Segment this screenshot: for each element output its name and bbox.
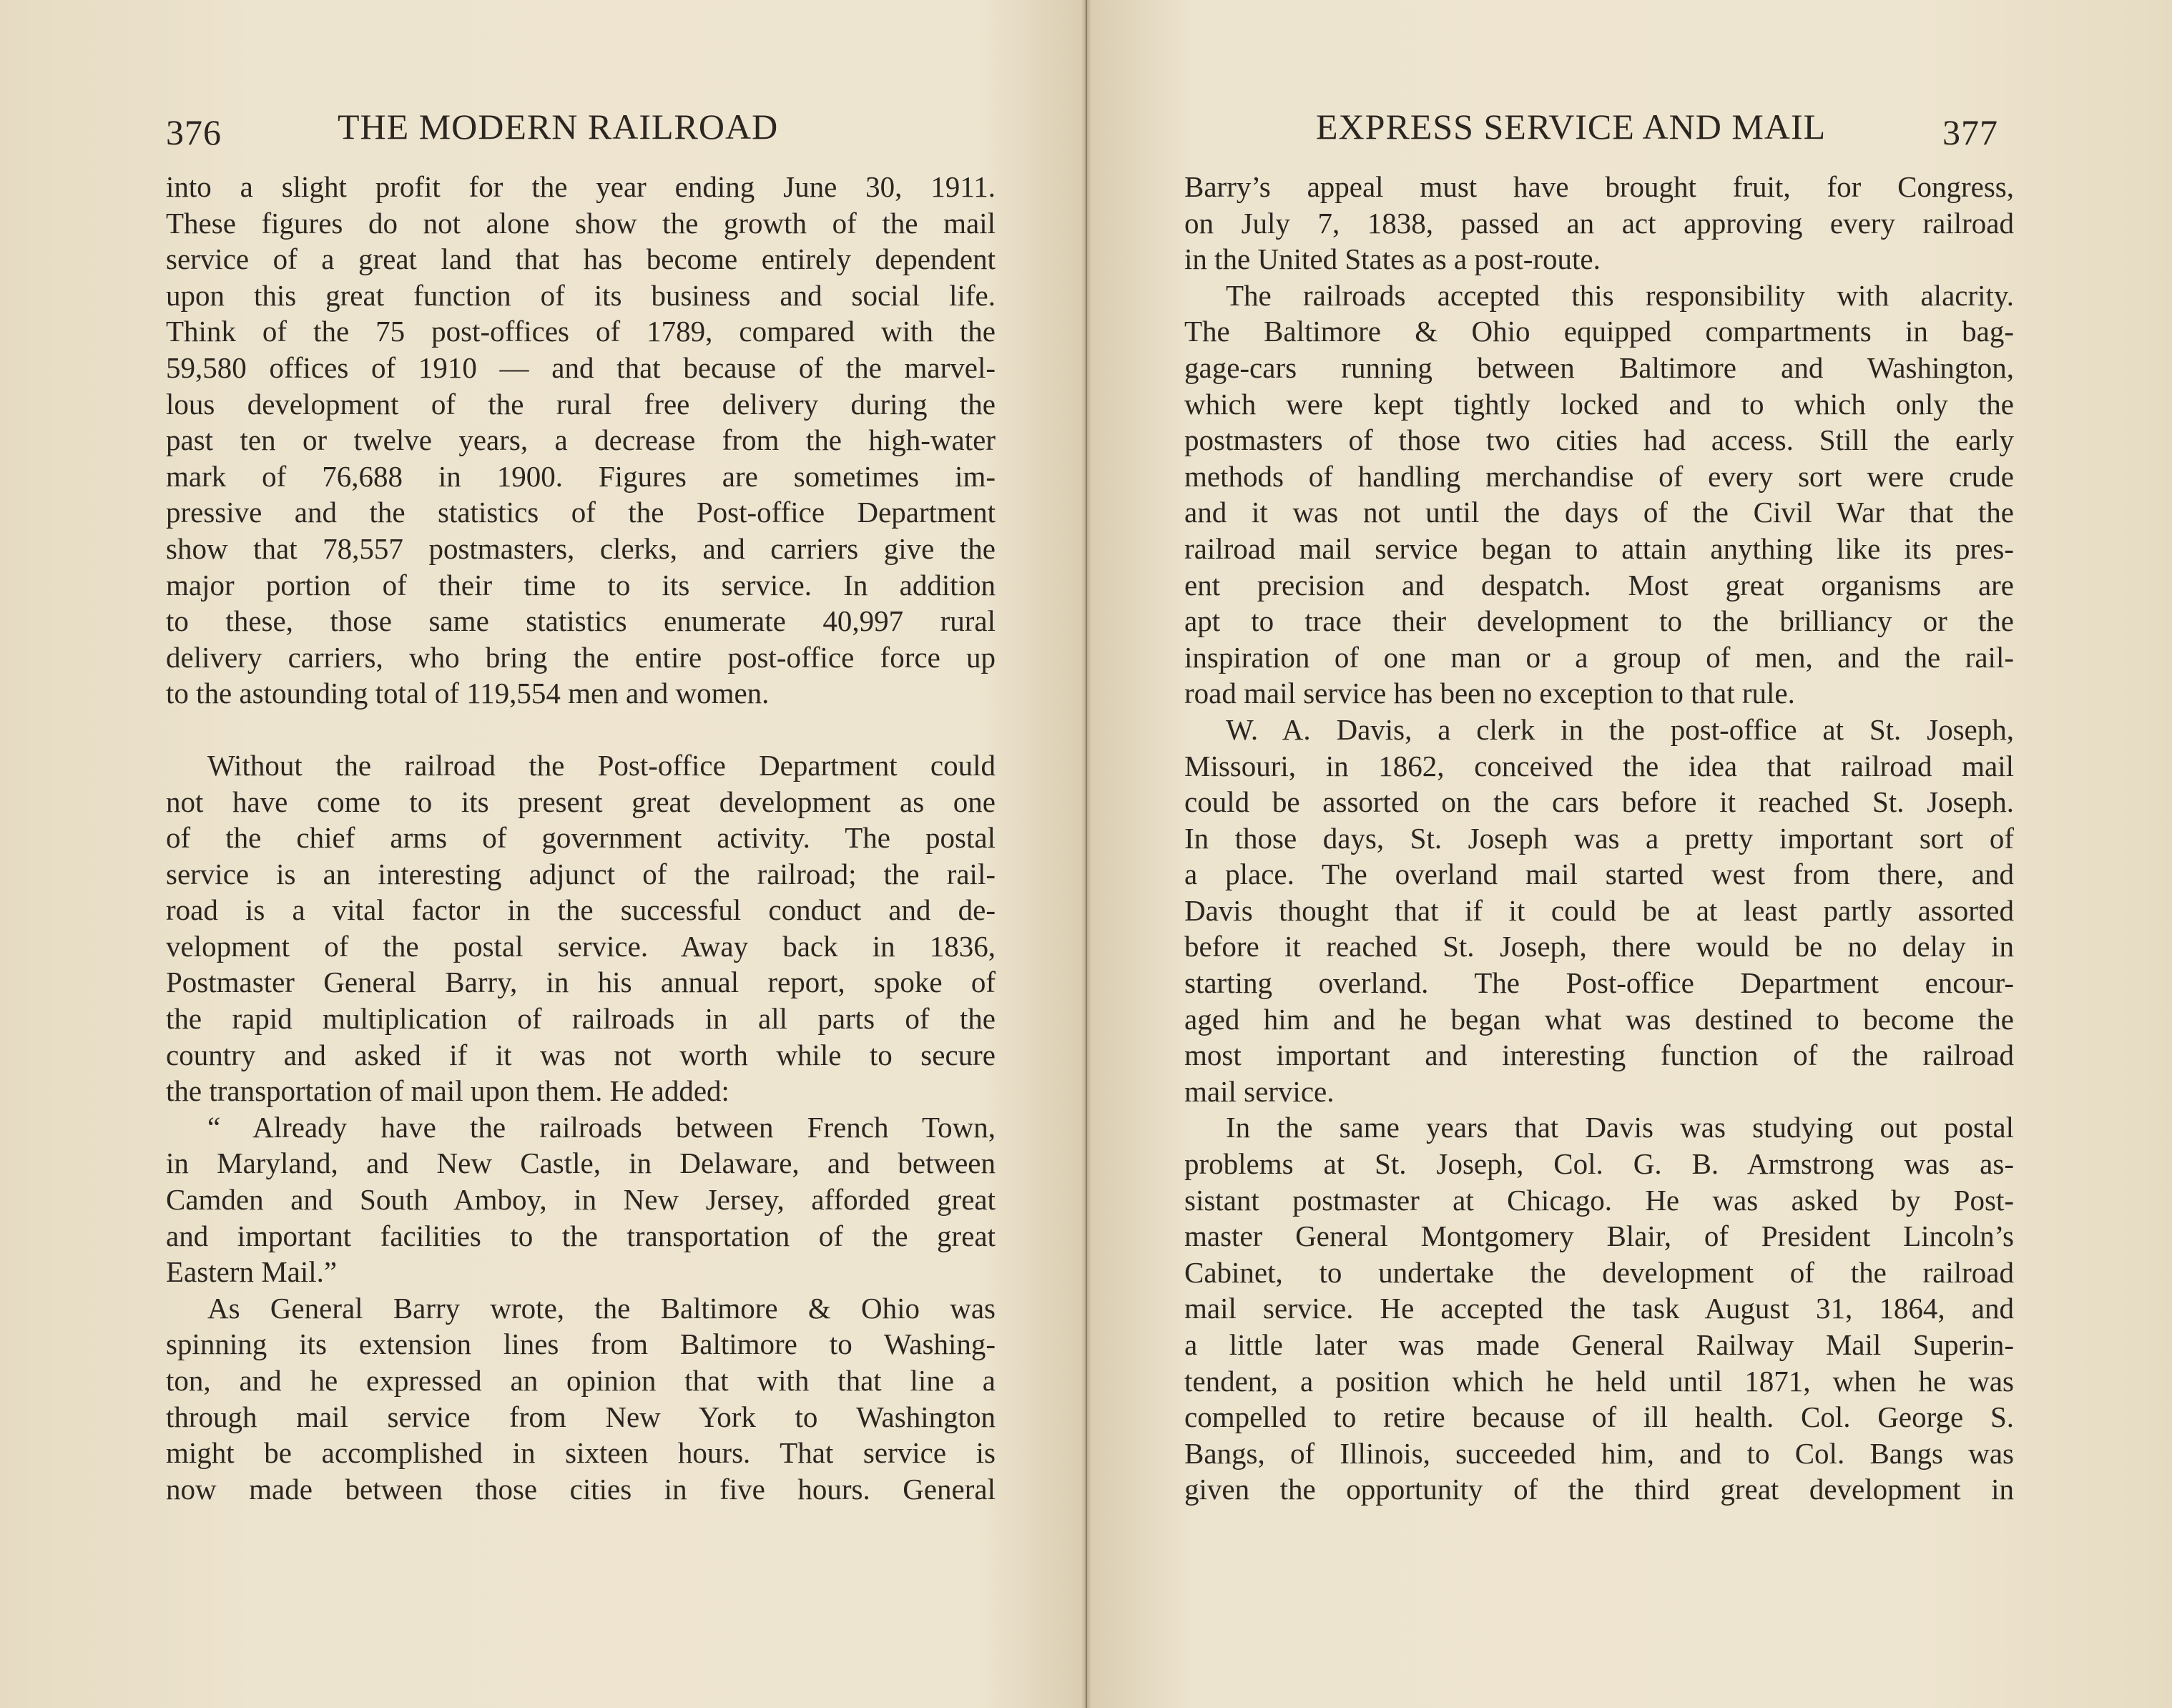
text-line: given the opportunity of the third great development in	[1184, 1473, 2014, 1506]
text-line: Cabinet, to undertake the development of the railroad	[1184, 1255, 2014, 1289]
right-page	[1184, 0, 2014, 1708]
text-line: velopment of the postal service. Away back in 1836,	[166, 929, 996, 963]
text-line: most important and interesting function of the railroad	[1184, 1039, 2014, 1072]
text-line: Postmaster General Barry, in his annual report, spoke of	[166, 966, 996, 999]
section-break	[166, 712, 996, 747]
text-line: tendent, a position which he held until 1871, when he was	[1184, 1364, 2014, 1398]
text-line: apt to trace their development to the brilliancy or the	[1184, 604, 2014, 638]
text-line: 59,580 offices of 1910 — and that because of the marvel-	[166, 350, 996, 384]
text-line: inspiration of one man or a group of men, and the rail-	[1184, 640, 2014, 674]
text-line: road is a vital factor in the successful conduct and de-	[166, 893, 996, 927]
text-line: to these, those same statistics enumerate 40,997 rural	[166, 604, 996, 638]
quote-line: and important facilities to the transportation of the great	[166, 1219, 996, 1252]
text-line: Davis thought that if it could be at least partly assorted	[1184, 893, 2014, 927]
left-page-body	[166, 169, 996, 1507]
text-line: service of a great land that has become entirely dependent	[166, 242, 996, 276]
text-line: road mail service has been no exception to that rule.	[1184, 677, 1795, 710]
text-line: the rapid multiplication of railroads in all parts of the	[166, 1002, 996, 1036]
text-line: lous development of the rural free delivery during the	[166, 387, 996, 421]
quote-line: Camden and South Amboy, in New Jersey, afforded great	[166, 1183, 996, 1217]
text-line: service is an interesting adjunct of the railroad; the rail-	[166, 857, 996, 890]
left-running-head	[166, 106, 996, 156]
left-page	[166, 0, 996, 1708]
text-line: to the astounding total of 119,554 men and women.	[166, 677, 770, 710]
text-line: The railroads accepted this responsibility with alacrity.	[1226, 278, 2014, 312]
text-line: railroad mail service began to attain anything like its pres-	[1184, 531, 2014, 565]
text-line: spinning its extension lines from Baltimore to Washing-	[166, 1327, 996, 1361]
quote-line: Eastern Mail.”	[166, 1255, 338, 1289]
text-line: As General Barry wrote, the Baltimore & Ohio was	[207, 1291, 996, 1325]
text-line: country and asked if it was not worth while to secure	[166, 1038, 996, 1071]
text-line: might be accomplished in sixteen hours. That service is	[166, 1436, 996, 1470]
text-line: The Baltimore & Ohio equipped compartments in bag-	[1184, 315, 2014, 348]
text-line: not have come to its present great development as one	[166, 785, 996, 818]
page-number: 377	[1942, 112, 1998, 152]
text-line: W. A. Davis, a clerk in the post-office at St. Joseph,	[1226, 712, 2014, 746]
text-line: aged him and he began what was destined to become the	[1184, 1002, 2014, 1036]
text-line: pressive and the statistics of the Post-office Department	[166, 496, 996, 529]
text-line: In the same years that Davis was studying out postal	[1226, 1111, 2014, 1144]
running-head-title: THE MODERN RAILROAD	[338, 107, 779, 147]
text-line: and it was not until the days of the Civil War that the	[1184, 496, 2014, 529]
text-line: Bangs, of Illinois, succeeded him, and to Col. Bangs was	[1184, 1436, 2014, 1470]
text-line: major portion of their time to its service. In addition	[166, 568, 996, 602]
gutter-fold	[1086, 0, 1087, 1708]
text-line: ent precision and despatch. Most great organisms are	[1184, 568, 2014, 602]
text-line: Missouri, in 1862, conceived the idea that railroad mail	[1184, 749, 2014, 782]
page-number: 376	[166, 112, 222, 152]
text-line: through mail service from New York to Washington	[166, 1400, 996, 1433]
text-line: which were kept tightly locked and to which only the	[1184, 387, 2014, 421]
text-line: problems at St. Joseph, Col. G. B. Armstrong was as-	[1184, 1147, 2014, 1181]
text-line: Barry’s appeal must have brought fruit, for Congress,	[1184, 170, 2014, 203]
text-line: These figures do not alone show the growth of the mail	[166, 206, 996, 240]
text-line: methods of handling merchandise of every sort were crude	[1184, 459, 2014, 493]
text-line: compelled to retire because of ill health. Col. George S.	[1184, 1400, 2014, 1434]
text-line: the transportation of mail upon them. He added:	[166, 1074, 729, 1108]
text-line: now made between those cities in five hours. General	[166, 1472, 996, 1506]
text-line: mail service. He accepted the task August 31, 1864, and	[1184, 1292, 2014, 1325]
text-line: starting overland. The Post-office Department encour-	[1184, 966, 2014, 1000]
text-line: delivery carriers, who bring the entire post-office force up	[166, 640, 996, 674]
text-line: gage-cars running between Baltimore and Washington,	[1184, 350, 2014, 384]
text-line: a place. The overland mail started west from there, and	[1184, 858, 2014, 891]
right-page-body	[1184, 169, 2014, 1508]
text-line: into a slight profit for the year ending June 30, 1911.	[166, 170, 996, 203]
text-line: mail service.	[1184, 1074, 1335, 1108]
quote-line: in Maryland, and New Castle, in Delaware, and between	[166, 1147, 996, 1180]
text-line: before it reached St. Joseph, there would be no delay in	[1184, 930, 2014, 963]
text-line: Think of the 75 post-offices of 1789, compared with the	[166, 315, 996, 348]
text-line: postmasters of those two cities had access. Still the early	[1184, 423, 2014, 457]
text-line: Without the railroad the Post-office Department could	[207, 748, 996, 782]
text-line: of the chief arms of government activity. The postal	[166, 821, 996, 855]
text-line: could be assorted on the cars before it reached St. Joseph.	[1184, 785, 2014, 819]
text-line: sistant postmaster at Chicago. He was asked by Post-	[1184, 1183, 2014, 1217]
text-line: on July 7, 1838, passed an act approving every railroad	[1184, 206, 2014, 240]
text-line: past ten or twelve years, a decrease from the high-water	[166, 423, 996, 457]
quote-line: “ Already have the railroads between French Town,	[207, 1110, 996, 1144]
text-line: upon this great function of its business and social life.	[166, 278, 996, 312]
text-line: In those days, St. Joseph was a pretty important sort of	[1184, 821, 2014, 855]
text-line: a little later was made General Railway Mail Superin-	[1184, 1328, 2014, 1361]
running-head-title: EXPRESS SERVICE AND MAIL	[1316, 107, 1827, 147]
text-line: show that 78,557 postmasters, clerks, and carriers give the	[166, 531, 996, 565]
text-line: master General Montgomery Blair, of President Lincoln’s	[1184, 1219, 2014, 1253]
text-line: in the United States as a post-route.	[1184, 242, 1601, 276]
text-line: ton, and he expressed an opinion that with that line a	[166, 1364, 996, 1397]
right-running-head	[1184, 106, 2014, 156]
text-line: mark of 76,688 in 1900. Figures are sometimes im-	[166, 459, 996, 493]
